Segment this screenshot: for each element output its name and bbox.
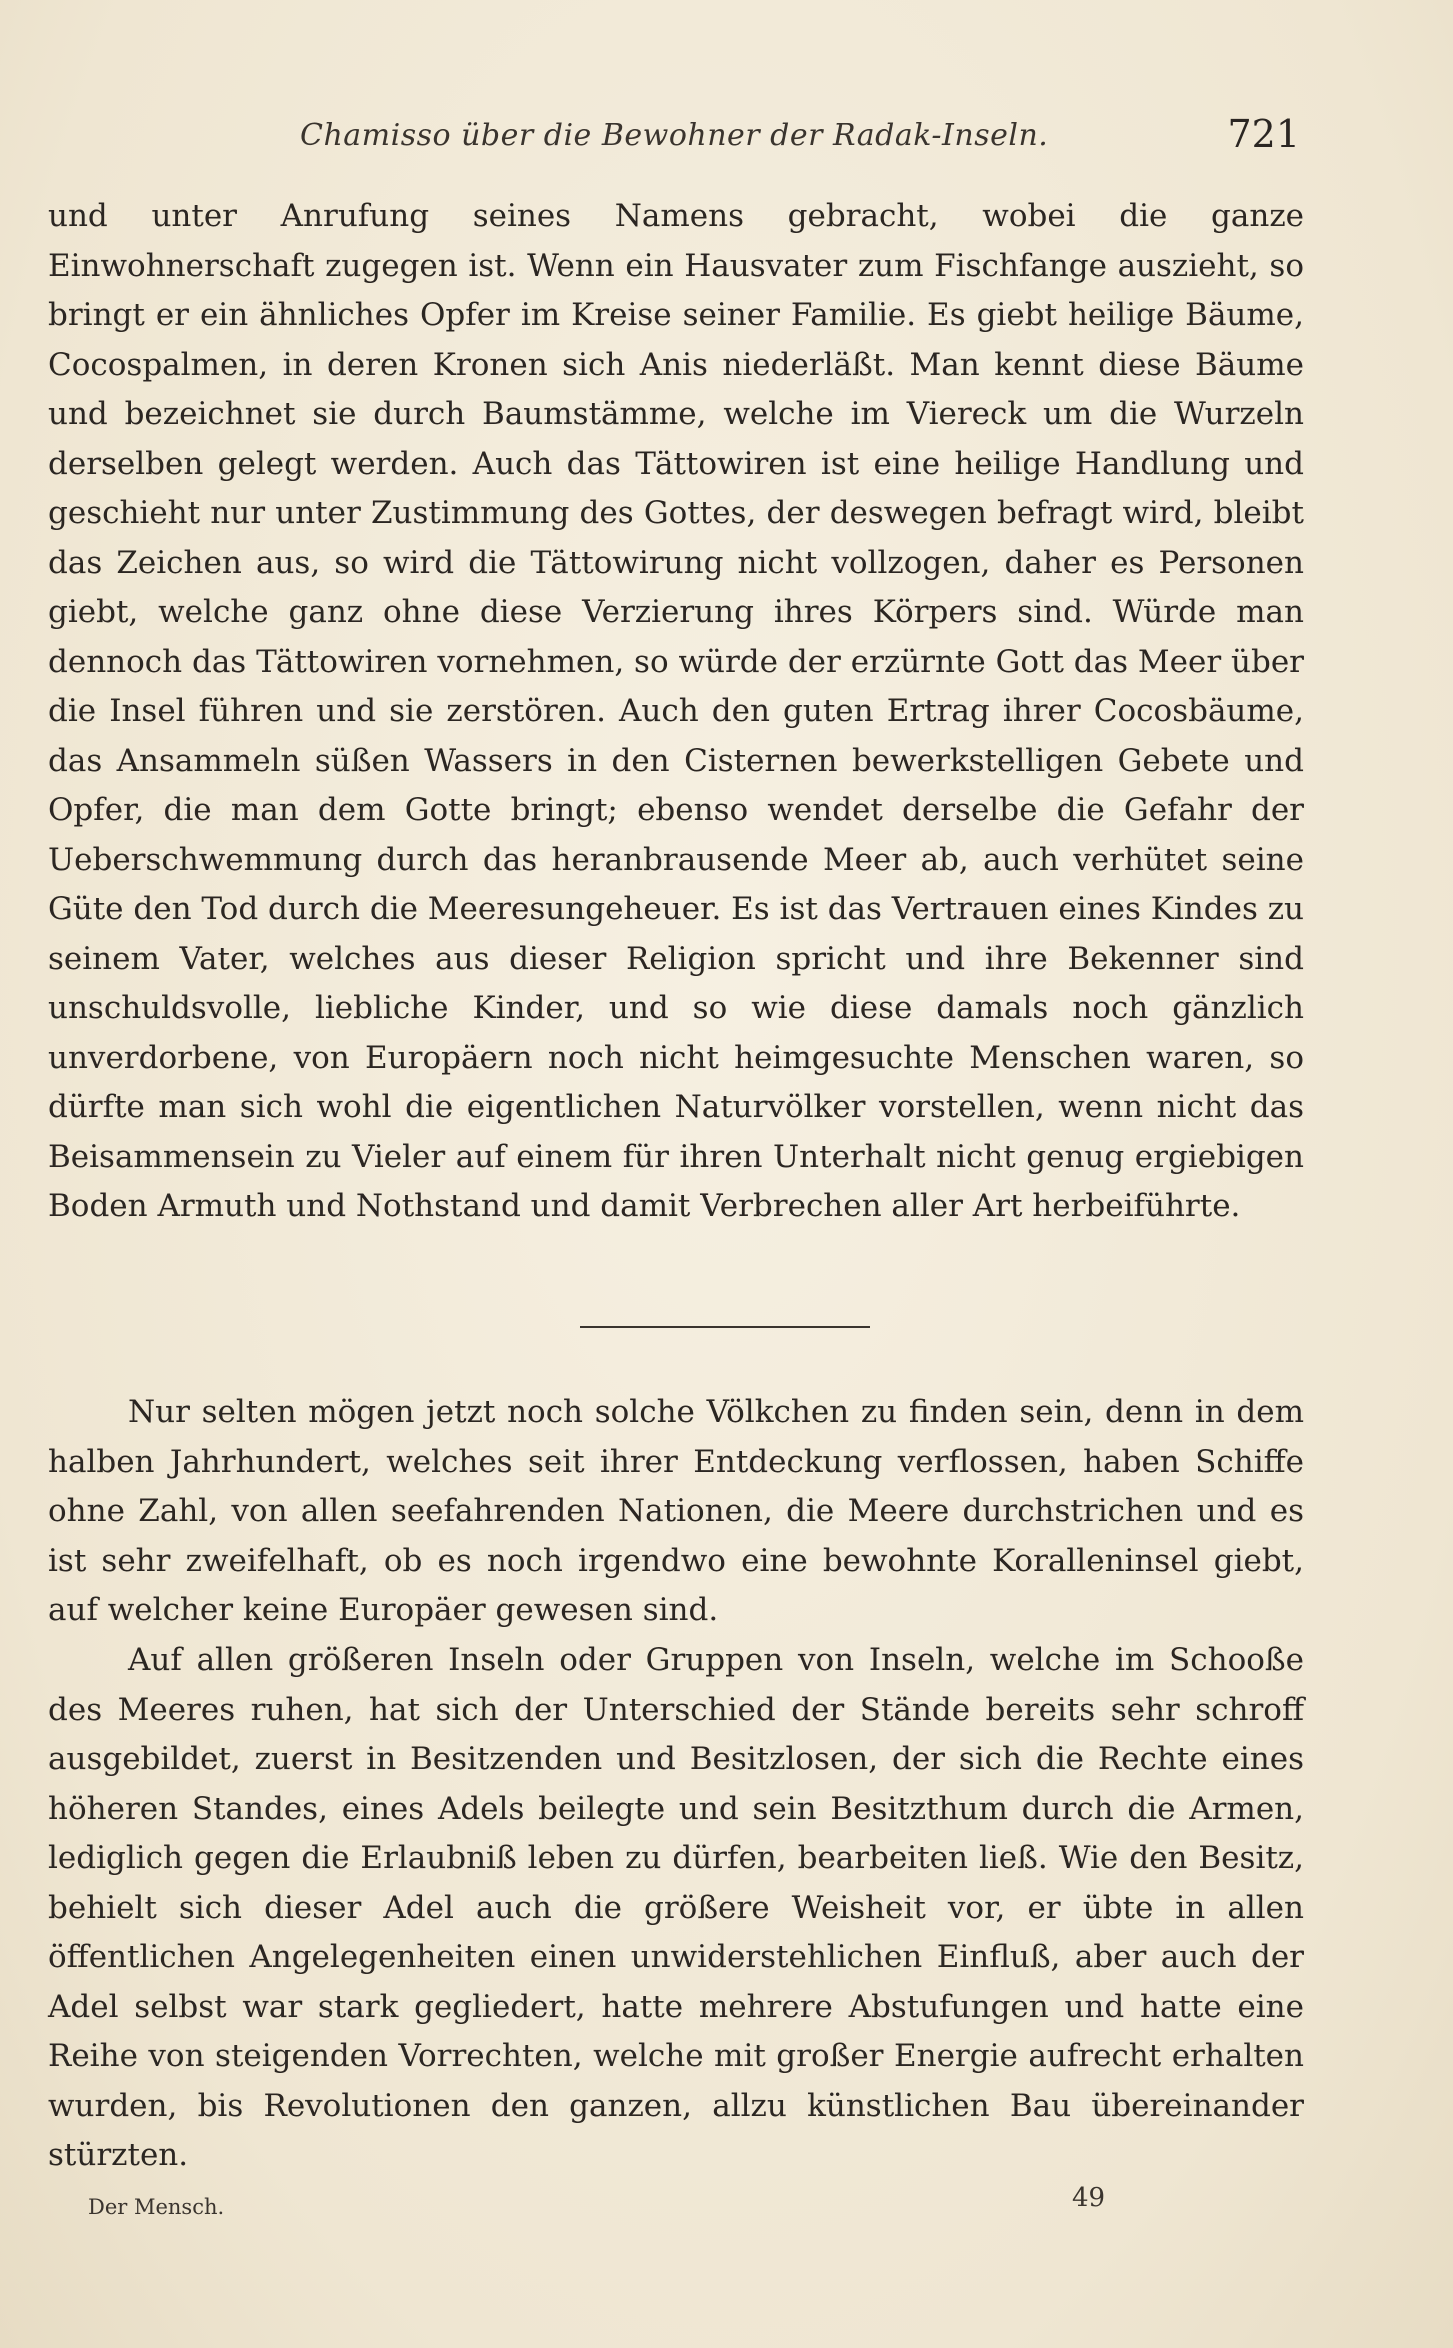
signature-mark: Der Mensch.: [88, 2195, 225, 2219]
page-number: 721: [1227, 112, 1300, 156]
sheet-number: 49: [1072, 2183, 1106, 2213]
running-title: Chamisso über die Bewohner der Radak-Inseln.: [300, 118, 1049, 153]
paragraph-1: und unter Anrufung seines Namens gebracht, wobei die ganze Einwohnerschaft zugegen ist. Wenn ein Hausvater zum Fischfange auszieht, so bringt er ein ähnliches Opfer im Kreise seiner Familie. Es giebt heilige Bäume, Cocospalmen, in deren Kronen sich Anis niederläßt. Man kennt diese Bäume und bezeichnet sie durch Baumstämme, welche im Viereck um die Wurzeln derselben gelegt werden. Auch das Tättowiren ist eine heilige Handlung und geschieht nur unter Zustimmung des Gottes, der deswegen befragt wird, bleibt das Zeichen aus, so wird die Tättowirung nicht vollzogen, daher es Personen giebt, welche ganz ohne diese Verzierung ihres Körpers sind. Würde man dennoch das Tättowiren vornehmen, so würde der erzürnte Gott das Meer über die Insel führen und sie zerstören. Auch den guten Ertrag ihrer Cocosbäume, das Ansammeln süßen Wassers in den Cisternen bewerkstelligen Gebete und Opfer, die man dem Gotte bringt; ebenso wendet derselbe die Gefahr der Ueberschwemmung durch das heranbrausende Meer ab, auch verhütet seine Güte den Tod durch die Meeresungeheuer. Es ist das Vertrauen eines Kindes zu seinem Vater, welches aus dieser Religion spricht und ihre Bekenner sind unschuldsvolle, liebliche Kinder, und so wie diese damals noch gänzlich unverdorbene, von Europäern noch nicht heimgesuchte Menschen waren, so dürfte man sich wohl die eigentlichen Naturvölker vorstellen, wenn nicht das Beisammensein zu Vieler auf einem für ihren Unterhalt nicht genug ergiebigen Boden Armuth und Nothstand und damit Verbrechen aller Art herbeiführte.: [48, 198, 1304, 1224]
paragraph-2: Nur selten mögen jetzt noch solche Völkchen zu finden sein, denn in dem halben Jahrhundert, welches seit ihrer Entdeckung verflossen, haben Schiffe ohne Zahl, von allen seefahrenden Nationen, die Meere durchstrichen und es ist sehr zweifelhaft, ob es noch irgendwo eine bewohnte Koralleninsel giebt, auf welcher keine Europäer gewesen sind.: [48, 1394, 1304, 1628]
paragraph-3: Auf allen größeren Inseln oder Gruppen von Inseln, welche im Schooße des Meeres ruhen, hat sich der Unterschied der Stände bereits sehr schroff ausgebildet, zuerst in Besitzenden und Besitzlosen, der sich die Rechte eines höheren Standes, eines Adels beilegte und sein Besitzthum durch die Armen, lediglich gegen die Erlaubniß leben zu dürfen, bearbeiten ließ. Wie den Besitz, behielt sich dieser Adel auch die größere Weisheit vor, er übte in allen öffentlichen Angelegenheiten einen unwiderstehlichen Einfluß, aber auch der Adel selbst war stark gegliedert, hatte mehrere Abstufungen und hatte eine Reihe von steigenden Vorrechten, welche mit großer Energie aufrecht erhalten wurden, bis Revolutionen den ganzen, allzu künstlichen Bau übereinander stürzten.: [48, 1642, 1304, 2173]
page-header: [300, 112, 1300, 162]
section-divider: [580, 1326, 870, 1328]
